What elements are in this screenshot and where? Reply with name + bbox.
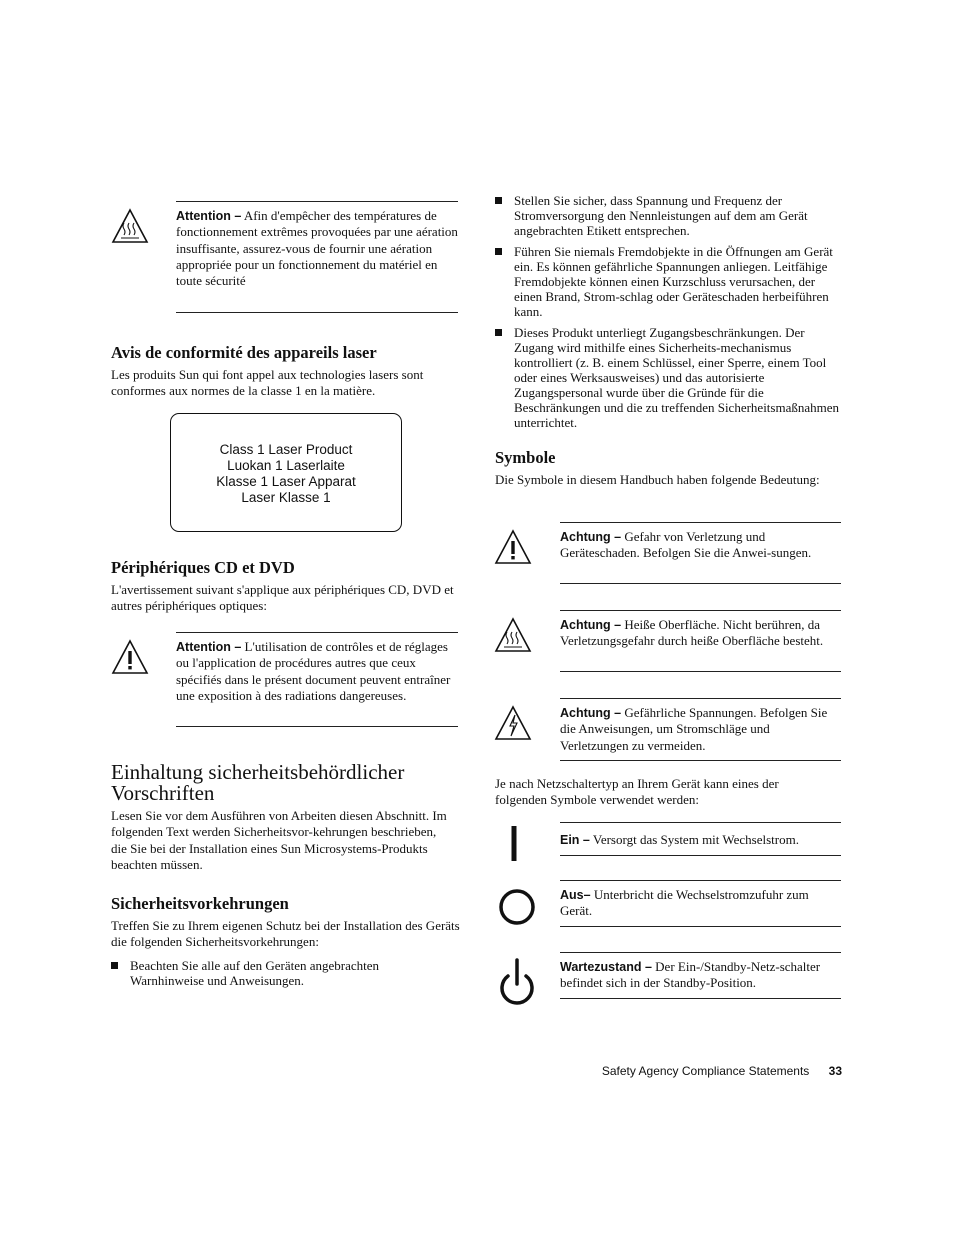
caution-warning-icon	[494, 529, 532, 565]
switch-text: Je nach Netzschaltertyp an Ihrem Gerät kann eines der folgenden Symbole verwendet werden:	[495, 776, 779, 808]
laser-text: Les produits Sun qui font appel aux technologies lasers sont conformes aux normes de la classe 1 en la matière.	[111, 367, 424, 399]
standby-icon	[497, 957, 537, 1007]
list-item: Stellen Sie sicher, dass Spannung und Frequenz der Stromversorgung den Nennleistungen auf dem am Gerät angebrachten Etikett entsprechen.	[495, 193, 841, 238]
note-label: Attention –	[176, 209, 242, 223]
hot-surface-warning-icon	[494, 617, 532, 653]
note-label: Achtung –	[560, 618, 622, 632]
cd-heading: Périphériques CD et DVD	[111, 558, 295, 577]
note-label: Achtung –	[560, 530, 622, 544]
hot-surface-warning-icon	[111, 208, 149, 244]
note-label: Wartezustand –	[560, 960, 652, 974]
section-heading: Vorschriften	[111, 781, 215, 805]
list-item: Dieses Produkt unterliegt Zugangsbeschränkungen. Der Zugang wird mithilfe eines Sicherheits-mechanismus kontrolliert (z. B. einem Schlüssel, einer Sperre, einem Tool oder eines Werksausweises) und das autorisierte Zugangspersonal wurde über die Gründe für die Beschränkungen und die zu treffenden Sicherheitsmaßnahmen unterrichtet.	[495, 325, 841, 430]
list-item: Führen Sie niemals Fremdobjekte in die Öffnungen am Gerät ein. Es können gefährliche Spannungen anliegen. Leitfähige Fremdobjekte können einen Kurzschluss verursachen, der einen Brand, Strom-schlag oder Geräteschaden herbeiführen kann.	[495, 244, 841, 319]
note-text: Heiße Oberfläche. Nicht berühren, da Verletzungsgefahr durch heiße Oberfläche besteht.	[560, 617, 824, 649]
laser-heading: Avis de conformité des appareils laser	[111, 343, 377, 362]
laser-class-label	[170, 413, 402, 532]
power-on-note	[560, 822, 841, 856]
note-text: Afin d'empêcher des températures de fonctionnement extrêmes provoquées par une aération insuffisante, assurez-vous de fournir une aération appropriée pour un fonctionnement du matériel en toute sécurité	[176, 208, 458, 289]
laser-line: Klasse 1 Laser Apparat	[216, 474, 356, 489]
laser-line: Class 1 Laser Product	[219, 442, 353, 457]
note-label: Achtung –	[560, 706, 622, 720]
caution-note	[560, 522, 841, 584]
note-text: Versorgt das System mit Wechselstrom.	[592, 832, 799, 847]
hot-surface-note	[560, 610, 841, 672]
laser-line: Luokan 1 Laserlaite	[227, 458, 345, 473]
safety-list	[495, 193, 841, 436]
note-label: Ein –	[560, 833, 590, 847]
page-footer	[560, 1064, 842, 1078]
symbols-heading: Symbole	[495, 448, 556, 467]
attention-cd-note	[176, 632, 458, 727]
precautions-list	[111, 958, 441, 994]
note-label: Aus–	[560, 888, 591, 902]
precautions-heading: Sicherheitsvorkehrungen	[111, 894, 289, 913]
precautions-text: Treffen Sie zu Ihrem eigenen Schutz bei der Installation des Geräts die folgenden Sicherheitsvorkehrungen:	[111, 918, 460, 950]
list-item: Beachten Sie alle auf den Geräten angebrachten Warnhinweise und Anweisungen.	[111, 958, 441, 988]
footer-title: Safety Agency Compliance Statements	[601, 1064, 810, 1078]
electrical-hazard-icon	[494, 705, 532, 741]
attention-heat-note	[176, 201, 458, 313]
power-on-icon	[508, 825, 520, 863]
note-text: Gefährliche Spannungen. Befolgen Sie die Anweisungen, um Stromschläge und Verletzungen zu vermeiden.	[560, 705, 828, 753]
page-number: 33	[828, 1064, 842, 1078]
note-text: Der Ein-/Standby-Netz-schalter befindet sich in der Standby-Position.	[560, 959, 821, 991]
note-text: Gefahr von Verletzung und Geräteschaden. Befolgen Sie die Anwei-sungen.	[560, 529, 812, 561]
standby-note	[560, 952, 841, 999]
electrical-hazard-note	[560, 698, 841, 761]
cd-text: L'avertissement suivant s'applique aux périphériques CD, DVD et autres périphériques optiques:	[111, 582, 454, 614]
note-label: Attention –	[176, 640, 242, 654]
section-heading: Einhaltung sicherheitsbehördlicher	[111, 760, 405, 784]
caution-warning-icon	[111, 639, 149, 675]
power-off-icon	[497, 887, 537, 927]
section-text: Lesen Sie vor dem Ausführen von Arbeiten diesen Abschnitt. Im folgenden Text werden Sicherheitsvor-kehrungen beschrieben, die Sie bei der Installation eines Sun Microsystems-Produkts beachten müssen.	[111, 808, 447, 872]
power-off-note	[560, 880, 841, 927]
laser-line: Laser Klasse 1	[241, 490, 331, 505]
note-text: Unterbricht die Wechselstromzufuhr zum Gerät.	[560, 887, 809, 919]
note-text: L'utilisation de contrôles et de réglages ou l'application de procédures autres que ceux spécifiés dans le présent document peuvent entraîner une exposition à des radiations dangereuses.	[176, 639, 451, 703]
symbols-text: Die Symbole in diesem Handbuch haben folgende Bedeutung:	[495, 472, 820, 487]
